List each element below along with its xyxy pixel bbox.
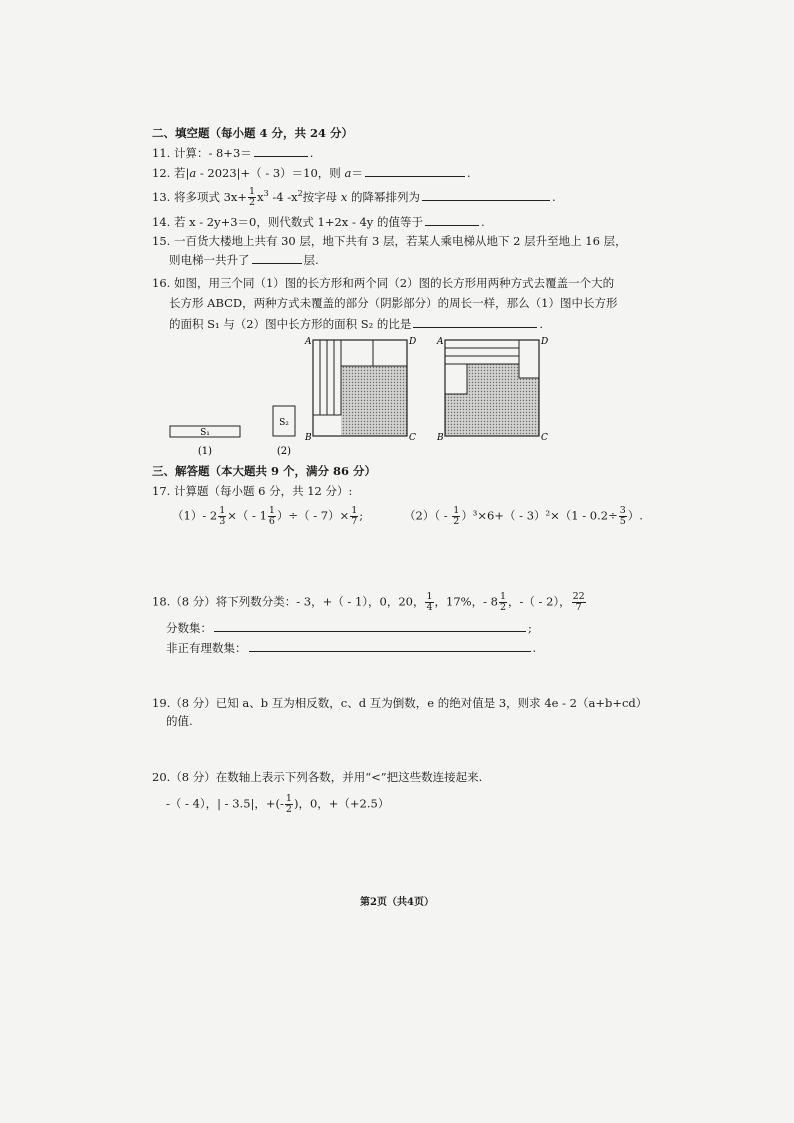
q18-nonpositive-set [166, 640, 536, 656]
covering-method-1 [313, 340, 407, 436]
q15-text: 层. [303, 253, 319, 267]
s1-label: S₁ [200, 428, 210, 438]
q13-text: -4 -x [268, 189, 298, 204]
q12-var: a [189, 166, 197, 180]
fraction [499, 592, 507, 613]
q13-text: x [257, 189, 264, 204]
q17-text: （2）（ - [404, 508, 452, 523]
vertex-d-label: D [541, 337, 549, 347]
q17-text: ）. [627, 508, 643, 523]
question-15-line2 [169, 252, 319, 268]
fraction-denominator: 4 [426, 602, 433, 613]
fraction [218, 506, 226, 527]
vertex-d-label: D [409, 337, 417, 347]
q18-text: 18.（8 分）将下列数分类：- 3，+（ - 1），0，20， [152, 594, 425, 609]
figure-2-caption: (2) [276, 446, 292, 457]
fraction [452, 506, 460, 527]
question-20: 20.（8 分）在数轴上表示下列各数，并用“<”把这些数连接起来. [152, 770, 483, 784]
q11-text: 计算：- 8+3＝ [173, 146, 252, 160]
q15-number: 15. [152, 234, 171, 248]
q11-number: 11. [152, 146, 171, 160]
vertex-b-label: B [305, 433, 312, 443]
fraction-denominator: 2 [453, 516, 460, 527]
covering-method-2 [445, 340, 539, 436]
q12-text: - 2023|+（ - 3）＝10，则 [196, 166, 345, 180]
nonpositive-set-answer[interactable] [249, 640, 531, 652]
figure-1-caption: (1) [197, 446, 213, 457]
fraction-numerator: 1 [351, 505, 358, 516]
show-through-mark [618, 134, 622, 147]
fraction [572, 592, 586, 613]
q15-text: 则电梯一共升了 [169, 253, 250, 267]
q14-end: . [480, 215, 485, 229]
fraction-denominator: 2 [499, 602, 506, 613]
q18-end: . [532, 641, 537, 655]
q12-end: . [466, 166, 471, 180]
fraction-denominator: 2 [285, 804, 292, 815]
fraction-numerator: 1 [219, 505, 226, 516]
q12-number: 12. [152, 166, 171, 180]
q16-figure [0, 330, 794, 460]
question-12 [152, 165, 470, 181]
fraction [619, 506, 627, 527]
q16-end: . [539, 317, 544, 331]
q11-answer-blank[interactable] [254, 145, 308, 157]
section3-header: 三、解答题（本大题共 9 个，满分 86 分） [152, 464, 377, 478]
fraction [350, 506, 358, 527]
fraction-numerator: 1 [285, 793, 292, 804]
fraction-denominator: 7 [575, 602, 582, 613]
question-13 [152, 186, 556, 208]
vertex-a-label: A [305, 337, 312, 347]
question-15 [152, 234, 627, 249]
fraction-denominator: 7 [351, 516, 358, 527]
question-14 [152, 214, 485, 230]
fraction-numerator: 1 [499, 591, 506, 602]
q17-text: （1）- 2 [172, 508, 218, 523]
q14-number: 14. [152, 215, 171, 229]
question-19-line2: 的值. [166, 714, 193, 728]
q17-text: ×（ - 1 [227, 508, 267, 523]
question-17-title: 17. 计算题（每小题 6 分，共 12 分）: [152, 484, 353, 498]
q13-text: 按字母 [302, 189, 341, 204]
q16-line2: 长方形 ABCD，两种方式未覆盖的部分（阴影部分）的周长一样，那么（1）图中长方形 [169, 296, 618, 310]
q14-text: 若 x - 2y+3＝0，则代数式 1+2x - 4y 的值等于 [173, 215, 423, 229]
question-18 [152, 592, 587, 613]
question-11 [152, 145, 313, 161]
q13-fraction [248, 187, 256, 208]
fraction [285, 794, 293, 815]
q13-number: 13. [152, 189, 171, 204]
q13-answer-blank[interactable] [422, 189, 550, 201]
vertex-b-label: B [437, 433, 444, 443]
q13-text: 将多项式 3x+ [173, 189, 248, 204]
q13-end: . [551, 189, 556, 204]
q16-text: 的面积 S₁ 与（2）图中长方形的面积 S₂ 的比是 [169, 317, 412, 331]
q12-text: 若| [173, 166, 190, 180]
q16-answer-blank[interactable] [413, 316, 537, 328]
q13-text: 的降幂排列为 [347, 189, 420, 204]
q17-text: ）÷（ - 7）× [276, 508, 350, 523]
fraction-set-answer[interactable] [214, 620, 526, 632]
q15-answer-blank[interactable] [252, 252, 302, 264]
question-16 [152, 276, 614, 291]
q15-text: 一百货大楼地上共有 30 层，地下共有 3 层，若某人乘电梯从地下 2 层升至地上 16 层， [173, 234, 627, 248]
q17-text: ; [359, 508, 364, 523]
s2-label: S₂ [279, 418, 289, 428]
q18-fraction-set [166, 620, 532, 636]
fraction-denominator: 5 [619, 516, 626, 527]
q18-set-label: 非正有理数集： [166, 641, 247, 655]
q16-number: 16. [152, 276, 171, 290]
vertex-c-label: C [409, 433, 416, 443]
question-19: 19.（8 分）已知 a、b 互为相反数，c、d 互为倒数，e 的绝对值是 3，则求 4e - 2（a+b+cd） [152, 696, 648, 710]
q16-text: 如图，用三个同（1）图的长方形和两个同（2）图的长方形用两种方式去覆盖一个大的 [173, 276, 615, 290]
q18-set-label: 分数集： [166, 621, 212, 635]
vertex-c-label: C [541, 433, 548, 443]
q12-answer-blank[interactable] [365, 165, 465, 177]
q12-var: a [344, 166, 352, 180]
q11-end: . [309, 146, 314, 160]
q17-part2 [404, 506, 643, 527]
q17-part1 [172, 506, 363, 527]
q14-answer-blank[interactable] [425, 214, 479, 226]
q20-text: )，0，+（+2.5） [293, 796, 390, 811]
q13-var: x [340, 189, 348, 204]
fraction-numerator: 1 [268, 505, 275, 516]
q20-numbers [166, 794, 389, 815]
q18-text: ，-（ - 2）， [507, 594, 571, 609]
q13-exponent: 2 [297, 189, 303, 198]
fraction-numerator: 1 [426, 591, 433, 602]
fraction-numerator: 22 [572, 591, 585, 602]
q13-exponent: 3 [263, 189, 269, 198]
page-footer: 第2页（共4页） [360, 897, 434, 908]
q18-text: ，17%，- 8 [434, 594, 498, 609]
fraction [268, 506, 276, 527]
q12-text: ＝ [351, 166, 363, 180]
fraction [425, 592, 433, 613]
q18-end: ; [528, 621, 532, 635]
fraction-denominator: 3 [219, 516, 226, 527]
fraction-numerator: 1 [249, 186, 256, 198]
vertex-a-label: A [437, 337, 444, 347]
fraction-numerator: 3 [619, 505, 626, 516]
q20-text: -（ - 4），| - 3.5|，+(- [166, 796, 284, 811]
fraction-denominator: 6 [268, 516, 275, 527]
fraction-numerator: 1 [453, 505, 460, 516]
section2-header: 二、填空题（每小题 4 分，共 24 分） [152, 126, 354, 140]
q17-text: ）³×6+（ - 3）²×（1 - 0.2÷ [461, 508, 618, 523]
fraction-denominator: 2 [249, 197, 256, 209]
